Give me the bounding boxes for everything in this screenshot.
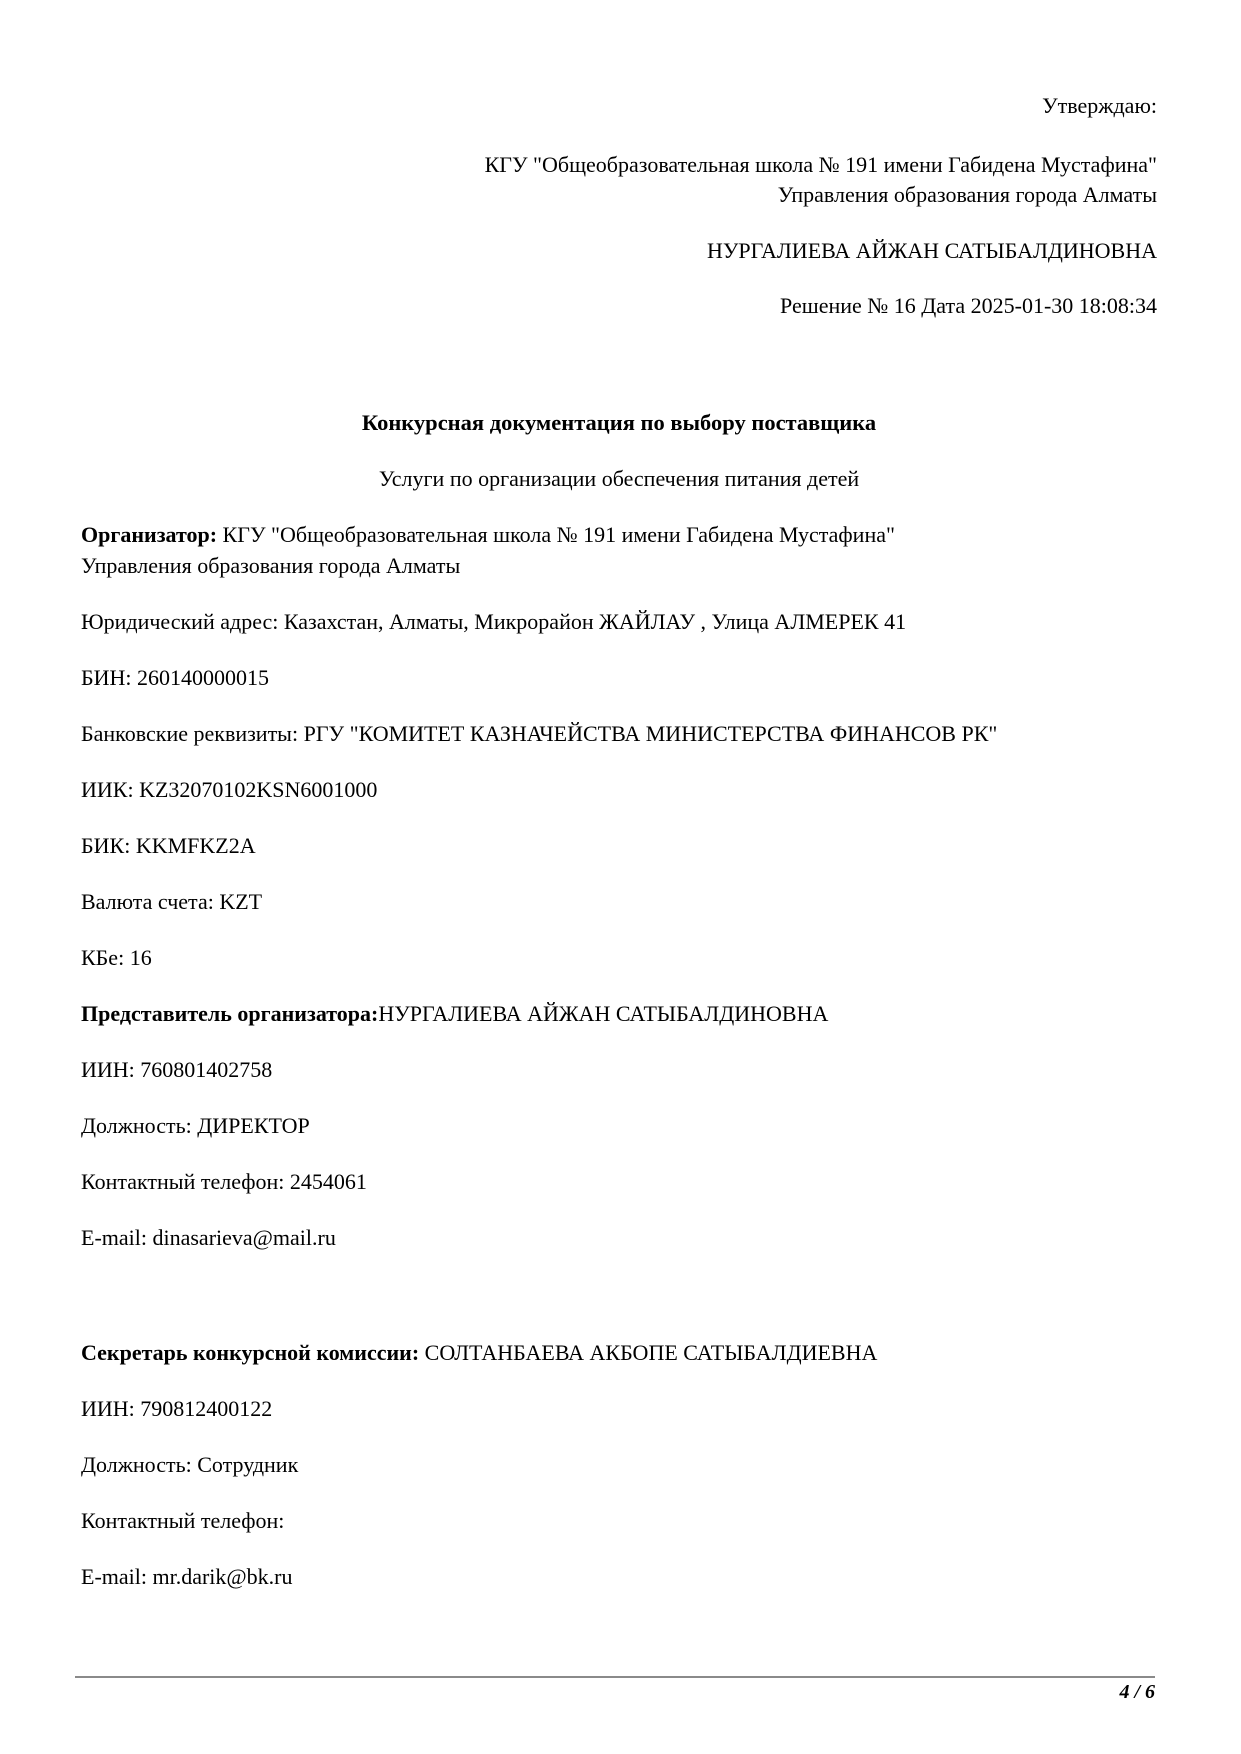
field-value: Сотрудник (197, 1452, 299, 1477)
document-title: Конкурсная документация по выбору поставщика (361, 410, 877, 435)
field-label: ИИН: (81, 1057, 135, 1082)
field-value: dinasarieva@mail.ru (152, 1225, 336, 1250)
decision-line: Решение № 16 Дата 2025-01-30 18:08:34 (780, 293, 1157, 318)
field-row-rep-phone (81, 1166, 1157, 1197)
representative-name: НУРГАЛИЕВА АЙЖАН САТЫБАЛДИНОВНА (378, 1001, 829, 1026)
field-row-kbe (81, 942, 1157, 973)
approver-organization-line1: КГУ "Общеобразовательная школа № 191 имени Габидена Мустафина" (484, 152, 1157, 177)
field-value: 260140000015 (137, 665, 270, 690)
approve-label: Утверждаю: (1042, 93, 1157, 118)
field-row-bank-details (81, 718, 1157, 749)
field-label: БИК: (81, 833, 131, 858)
field-label: Банковские реквизиты: (81, 721, 299, 746)
field-label: Должность: (81, 1113, 192, 1138)
field-value: Казахстан, Алматы, Микрорайон ЖАЙЛАУ , Улица АЛМЕРЕК 41 (283, 609, 907, 634)
approval-block (81, 90, 1157, 321)
field-value: 760801402758 (140, 1057, 273, 1082)
field-row-rep-position (81, 1110, 1157, 1141)
field-label: E-mail: (81, 1564, 147, 1589)
approver-name: НУРГАЛИЕВА АЙЖАН САТЫБАЛДИНОВНА (706, 238, 1157, 263)
field-value: KKMFKZ2A (135, 833, 256, 858)
field-label: Валюта счета: (81, 889, 214, 914)
secretary-heading (81, 1337, 1157, 1368)
field-row-currency (81, 886, 1157, 917)
representative-label: Представитель организатора: (81, 1001, 379, 1026)
document-subtitle: Услуги по организации обеспечения питания детей (378, 466, 860, 491)
field-label: КБе: (81, 945, 125, 970)
field-label: ИИН: (81, 1396, 135, 1421)
field-label: Контактный телефон: (81, 1169, 285, 1194)
field-value: РГУ "КОМИТЕТ КАЗНАЧЕЙСТВА МИНИСТЕРСТВА ФИНАНСОВ РК" (303, 721, 998, 746)
field-label: БИН: (81, 665, 132, 690)
field-value: KZT (219, 889, 263, 914)
field-label: ИИК: (81, 777, 134, 802)
field-row-sec-position (81, 1449, 1157, 1480)
field-value: 16 (129, 945, 152, 970)
secretary-label: Секретарь конкурсной комиссии: (81, 1340, 420, 1365)
field-label: E-mail: (81, 1225, 147, 1250)
representative-heading (81, 998, 1157, 1029)
field-row-bik (81, 830, 1157, 861)
field-label: Юридический адрес: (81, 609, 279, 634)
approver-organization-line2: Управления образования города Алматы (777, 182, 1157, 207)
field-row-rep-email (81, 1222, 1157, 1253)
field-label: Должность: (81, 1452, 192, 1477)
field-label: Контактный телефон: (81, 1508, 285, 1533)
field-row-sec-phone (81, 1505, 1157, 1536)
page-number: 4 / 6 (1119, 1681, 1155, 1703)
field-row-bin (81, 662, 1157, 693)
organizer-label: Организатор: (81, 522, 218, 547)
page-footer (75, 1676, 1155, 1703)
field-value: 2454061 (289, 1169, 367, 1194)
field-value: mr.darik@bk.ru (152, 1564, 293, 1589)
field-row-iik (81, 774, 1157, 805)
field-value: KZ32070102KSN6001000 (139, 777, 378, 802)
field-row-sec-iin (81, 1393, 1157, 1424)
field-value: 790812400122 (140, 1396, 273, 1421)
field-value: ДИРЕКТОР (197, 1113, 310, 1138)
organizer-paragraph (81, 519, 961, 581)
approver-organization (81, 150, 1157, 210)
secretary-name: СОЛТАНБАЕВА АКБОПЕ САТЫБАЛДИЕВНА (424, 1340, 878, 1365)
organizer-name: КГУ "Общеобразовательная школа № 191 имени Габидена Мустафина" Управления образования города Алматы (81, 522, 895, 578)
field-row-sec-email (81, 1561, 1157, 1592)
field-row-rep-iin (81, 1054, 1157, 1085)
field-row-legal-address (81, 606, 1157, 637)
